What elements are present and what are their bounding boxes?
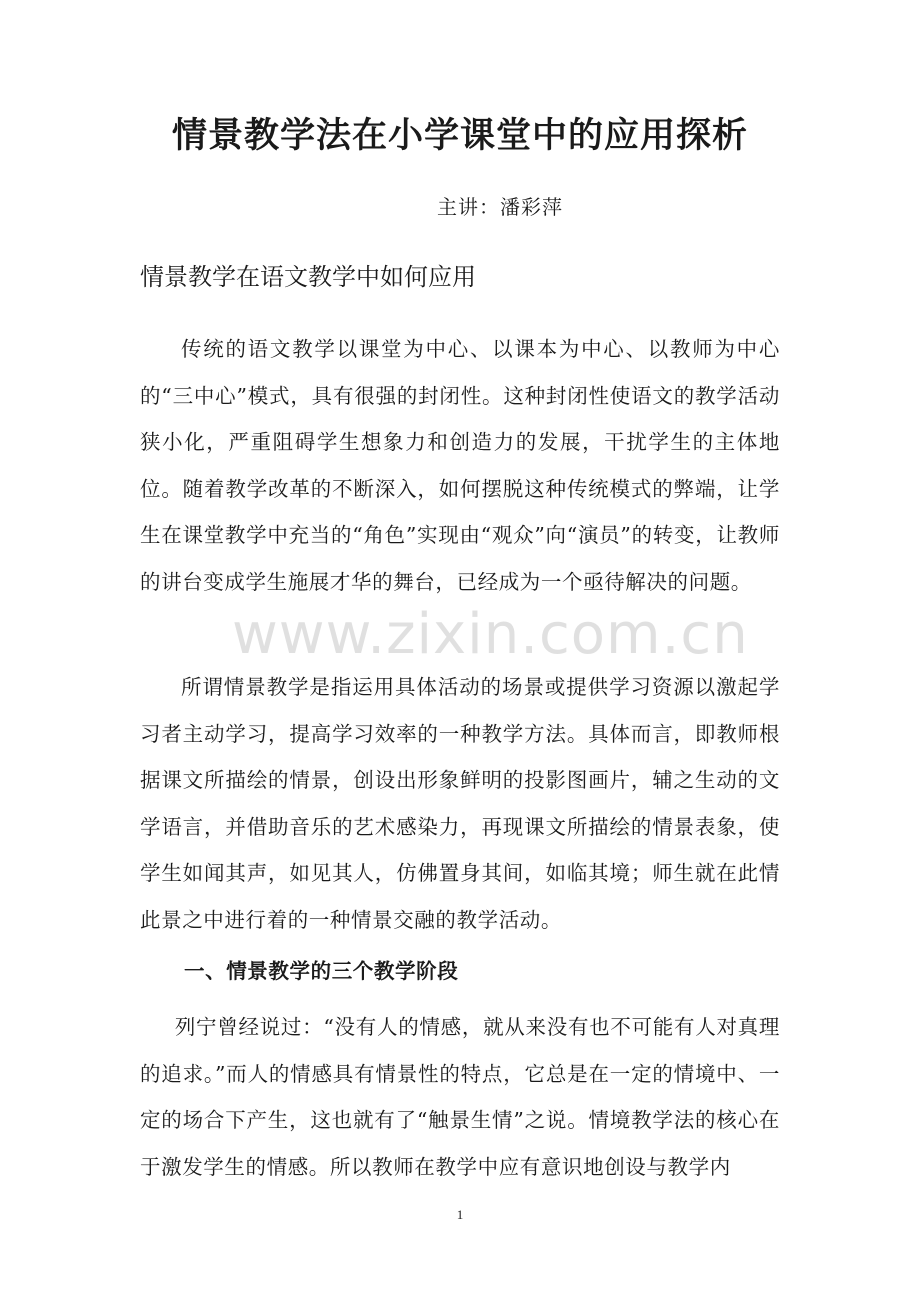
paragraph-3: 列宁曾经说过：“没有人的情感，就从来没有也不可能有人对真理的追求。”而人的情感具有情景性的特点，它总是在一定的情境中、一定的场合下产生，这也就有了“触景生情”之说。情境教学法的核心在于激发学生的情感。所以教师在教学中应有意识地创设与教学内 [140,1015,780,1179]
page-number: 1 [456,1207,464,1222]
page-title: 情景教学法在小学课堂中的应用探析 [171,115,748,156]
paragraph-2: 所谓情景教学是指运用具体活动的场景或提供学习资源以激起学习者主动学习，提高学习效率的一种教学方法。具体而言，即教师根据课文所描绘的情景，创设出形象鲜明的投影图画片，辅之生动的文学语言，并借助音乐的艺术感染力，再现课文所描绘的情景表象，使学生如闻其声，如见其人，仿佛置身其间，如临其境；师生就在此情此景之中进行着的一种情景交融的教学活动。 [140,675,780,932]
watermark: www.zixin.com.cn [232,602,749,667]
section-heading: 情景教学在语文教学中如何应用 [140,263,476,291]
author-line: 主讲：潘彩萍 [437,195,563,219]
subheading-teaching-stages: 一、情景教学的三个教学阶段 [184,959,459,983]
paragraph-1: 传统的语文教学以课堂为中心、以课本为中心、以教师为中心的“三中心”模式，具有很强的封闭性。这种封闭性使语文的教学活动狭小化，严重阻碍学生想象力和创造力的发展，干扰学生的主体地位。随着教学改革的不断深入，如何摆脱这种传统模式的弊端，让学生在课堂教学中充当的“角色”实现由“观众”向“演员”的转变，让教师的讲台变成学生施展才华的舞台，已经成为一个亟待解决的问题。 [140,337,780,594]
